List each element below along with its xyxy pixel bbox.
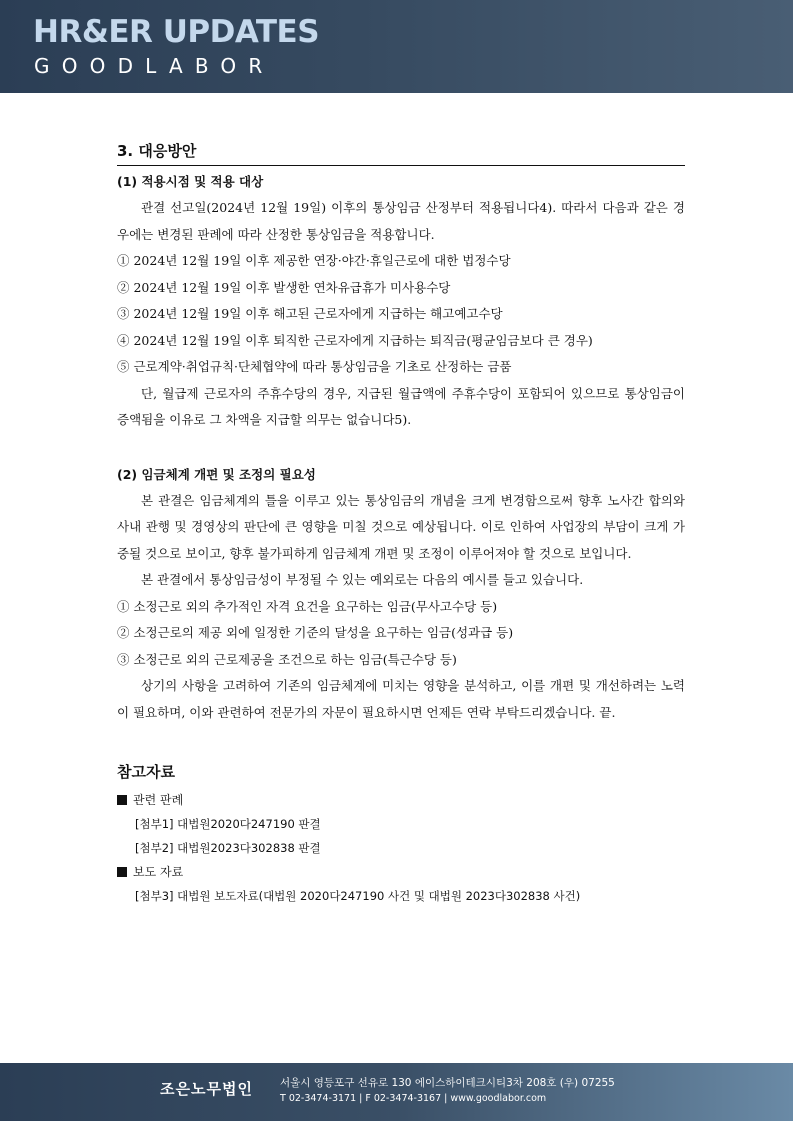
- list-item: ⑤ 근로계약·취업규칙·단체협약에 따라 통상임금을 기초로 산정하는 금품: [117, 359, 512, 374]
- reference-category-label: 보도 자료: [133, 865, 184, 879]
- paragraph-wage-impact: 본 관결은 임금체계의 틀을 이루고 있는 통상임금의 개념을 크게 변경함으로써 향후 노사간 합의와 사내 관행 및 경영상의 판단에 큰 영향을 미칠 것으로 예상됩니다. 이로 인하여 사업장의 부담이 크게 가중될 것으로 보이고, 향후 불가피하게 임금체계 개편 및 조정이 이루어져야 할 것으로 보입니다.: [117, 492, 685, 561]
- list-item: ② 소정근로의 제공 외에 일정한 기준의 달성을 요구하는 임금(성과급 등): [117, 625, 514, 640]
- firm-address: 서울시 영등포구 선유로 130 에이스하이테크시티3차 208호 (우) 07255: [280, 1077, 615, 1089]
- firm-name: 조은노무법인: [160, 1080, 253, 1098]
- newsletter-title: HR&ER UPDATES: [33, 14, 320, 50]
- section-spacer: [117, 434, 685, 459]
- reference-item: [첨부1] 대법원2020다247190 판결: [135, 817, 321, 831]
- list-item: ① 2024년 12월 19일 이후 제공한 연장·야간·휴일근로에 대한 법정수당: [117, 253, 511, 268]
- brand-name: GOODLABOR: [34, 54, 275, 78]
- reference-category: [117, 860, 685, 884]
- document-body: [117, 140, 685, 908]
- paragraph-application-intro: 관결 선고일(2024년 12월 19일) 이후의 통상임금 산정부터 적용됩니다4). 따라서 다음과 같은 경우에는 변경된 판례에 따라 산정한 통상임금을 적용합니다.: [117, 200, 685, 242]
- references-title: 참고자료: [117, 763, 175, 781]
- square-bullet-icon: [117, 867, 127, 877]
- section-spacer: [117, 726, 685, 760]
- list-item: ② 2024년 12월 19일 이후 발생한 연차유급휴가 미사용수당: [117, 279, 451, 295]
- reference-item: [첨부3] 대법원 보도자료(대법원 2020다247190 사건 및 대법원 2023다302838 사건): [135, 889, 581, 903]
- firm-contact: T 02-3474-3171 | F 02-3474-3167 | www.goodlabor.com: [280, 1093, 547, 1104]
- header-banner: [0, 0, 793, 93]
- list-item: ④ 2024년 12월 19일 이후 퇴직한 근로자에게 지급하는 퇴직금(평균임금보다 큰 경우): [117, 332, 593, 348]
- reference-category-label: 관련 판례: [133, 793, 184, 807]
- list-item: ③ 소정근로 외의 근로제공을 조건으로 하는 임금(특근수당 등): [117, 651, 457, 667]
- section-title: 3. 대응방안: [117, 140, 685, 166]
- square-bullet-icon: [117, 795, 127, 805]
- subsection-title-application: (1) 적용시점 및 적용 대상: [117, 174, 264, 189]
- paragraph-exceptions-intro: 본 관결에서 통상임금성이 부정될 수 있는 예외로는 다음의 예시를 들고 있습니다.: [141, 572, 584, 587]
- footer-banner: [0, 1063, 793, 1121]
- paragraph-weekly-allowance-note: 단, 월급제 근로자의 주휴수당의 경우, 지급된 월급액에 주휴수당이 포함되어 있으므로 통상임금이 증액됨을 이유로 그 차액을 지급할 의무는 없습니다5).: [117, 385, 685, 427]
- reference-item: [첨부2] 대법원2023다302838 판결: [135, 841, 321, 855]
- paragraph-closing: 상기의 사항을 고려하여 기존의 임금체계에 미치는 영향을 분석하고, 이를 개편 및 개선하려는 노력이 필요하며, 이와 관련하여 전문가의 자문이 필요하시면 언제든 연락 부탁드리겠습니다. 끝.: [117, 678, 685, 720]
- subsection-title-wage-system: (2) 임금체계 개편 및 조정의 필요성: [117, 466, 316, 482]
- list-item: ③ 2024년 12월 19일 이후 해고된 근로자에게 지급하는 해고예고수당: [117, 306, 503, 321]
- reference-category: [117, 788, 685, 812]
- list-item: ① 소정근로 외의 추가적인 자격 요건을 요구하는 임금(무사고수당 등): [117, 598, 498, 614]
